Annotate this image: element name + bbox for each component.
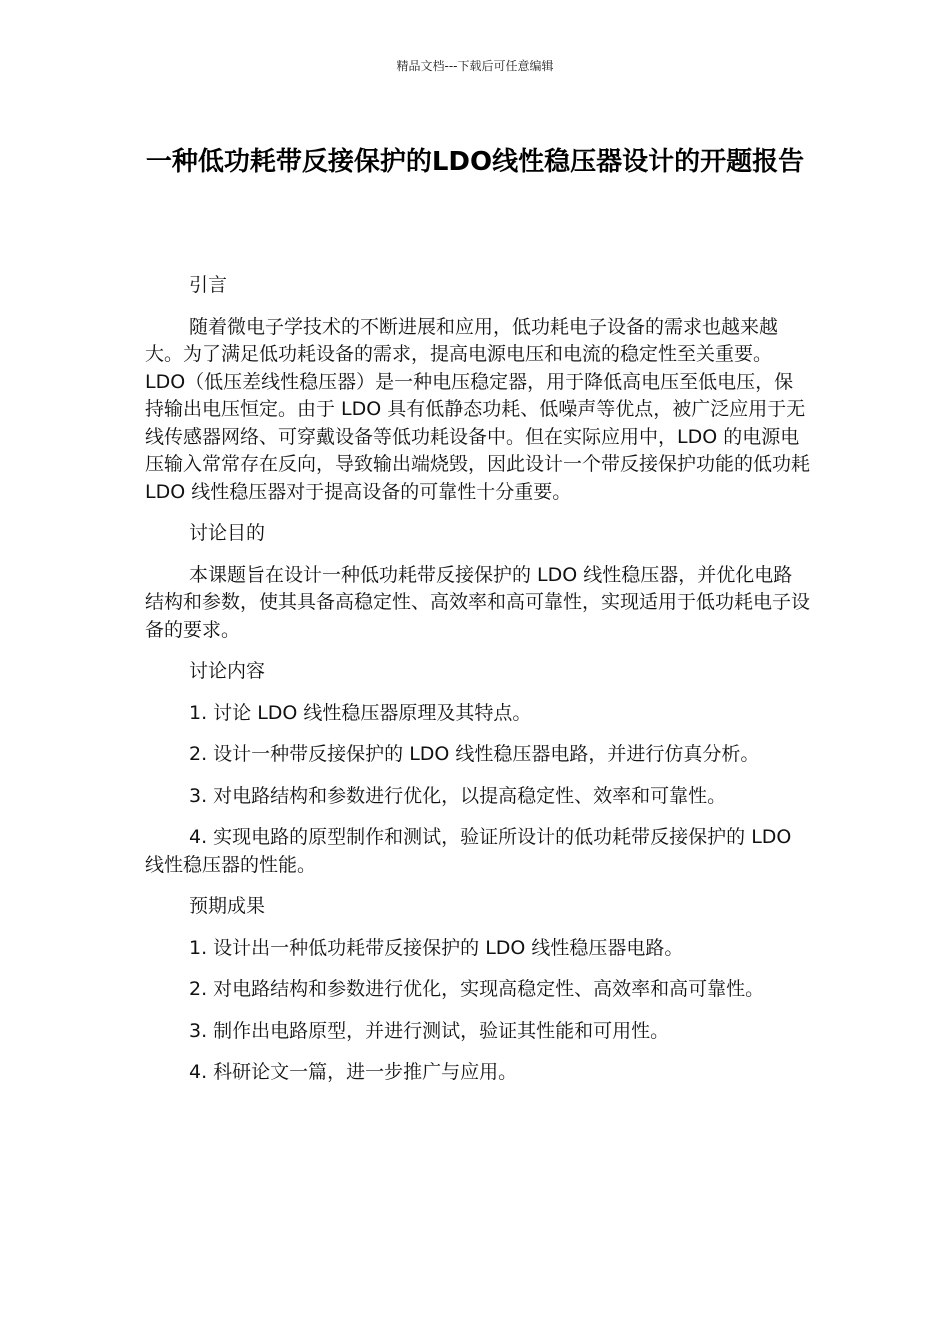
document-body xyxy=(145,272,810,1101)
section-heading-purpose: 讨论目的 xyxy=(189,522,266,544)
content-item: 3. 对电路结构和参数进行优化，以提高稳定性、效率和可靠性。 xyxy=(189,784,727,807)
section-heading-intro: 引言 xyxy=(189,274,228,296)
result-item: 1. 设计出一种低功耗带反接保护的 LDO 线性稳压器电路。 xyxy=(189,936,684,959)
content-item: 4. 实现电路的原型制作和测试，验证所设计的低功耗带反接保护的 LDO 线性稳压器的性能。 xyxy=(145,826,792,876)
result-item: 4. 科研论文一篇，进一步推广与应用。 xyxy=(189,1061,518,1083)
section-heading-results: 预期成果 xyxy=(189,895,266,917)
result-item: 3. 制作出电路原型，并进行测试，验证其性能和可用性。 xyxy=(189,1019,670,1042)
section-heading-content: 讨论内容 xyxy=(189,660,266,682)
result-item: 2. 对电路结构和参数进行优化，实现高稳定性、高效率和高可靠性。 xyxy=(189,978,765,1000)
purpose-paragraph: 本课题旨在设计一种低功耗带反接保护的 LDO 线性稳压器，并优化电路结构和参数，使其具备高稳定性、高效率和高可靠性，实现适用于低功耗电子设备的要求。 xyxy=(145,563,811,641)
content-item: 1. 讨论 LDO 线性稳压器原理及其特点。 xyxy=(189,701,532,724)
intro-paragraph: 随着微电子学技术的不断进展和应用，低功耗电子设备的需求也越来越大。为了满足低功耗设备的需求，提高电源电压和电流的稳定性至关重要。LDO（低压差线性稳压器）是一种电压稳定器，用于降低高电压至低电压，保持输出电压恒定。由于 LDO 具有低静态功耗、低噪声等优点，被广泛应用于无线传感器网络、可穿戴设备等低功耗设备中。但在实际应用中，LDO 的电源电压输入常常存在反向，导致输出端烧毁，因此设计一个带反接保护功能的低功耗 LDO 线性稳压器对于提高设备的可靠性十分重要。 xyxy=(145,315,811,503)
content-item: 2. 设计一种带反接保护的 LDO 线性稳压器电路，并进行仿真分析。 xyxy=(189,743,760,765)
document-title: 一种低功耗带反接保护的LDO线性稳压器设计的开题报告 xyxy=(145,147,805,177)
page-header: 精品文档---下载后可任意编辑 xyxy=(396,59,554,73)
